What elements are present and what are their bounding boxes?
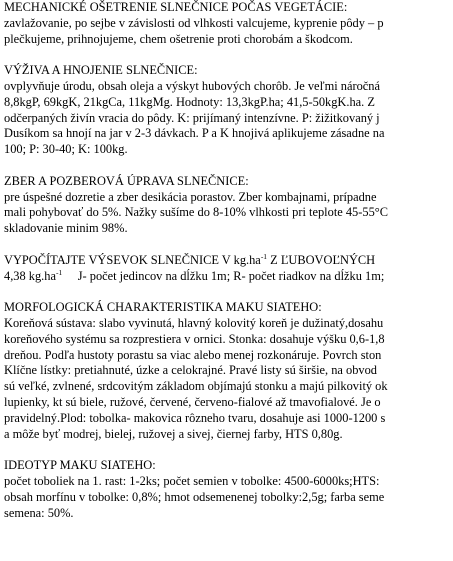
formula-line	[4, 269, 453, 285]
formula-legend: J- počet jedincov na dĺžku 1m; R- počet riadkov na dĺžku 1m;	[62, 268, 385, 283]
exponent: -1	[55, 268, 63, 277]
body-line: 8,8kgP, 69kgK, 21kgCa, 11kgMg. Hodnoty: 13,3kgP.ha; 41,5-50kgK.ha. Z	[4, 94, 375, 109]
section-poppy-morphology	[4, 300, 453, 442]
body-line: koreňového systému sa rozprestiera v ornici. Stonka: dosahuje výšku 0,6-1,8	[4, 331, 385, 346]
body-line: pre úspešné dozretie a zber desikácia porastov. Zber kombajnami, prípadne	[4, 189, 377, 204]
body-line: semena: 50%.	[4, 505, 74, 520]
body-line: Klíčne lístky: pretiahnuté, úzke a celokrajné. Pravé listy sú širšie, na obvod	[4, 363, 377, 378]
heading-text: Z ĽUBOVOĽNÝCH	[267, 252, 376, 267]
section-harvest	[4, 174, 453, 237]
body-line: plečkujeme, prihnojujeme, chem ošetrenie proti chorobám a škodcom.	[4, 31, 353, 46]
document-body	[4, 0, 453, 521]
body-line: Koreňová sústava: slabo vyvinutá, hlavný kolovitý koreň je dužinatý,dosahu	[4, 315, 384, 330]
section-poppy-ideotype	[4, 458, 453, 521]
body-line: počet toboliek na 1. rast: 1-2ks; počet semien v tobolke: 4500-6000ks;HTS:	[4, 473, 380, 488]
body-line: a môže byť modrej, bielej, ružovej a sivej, čiernej farby, HTS 0,80g.	[4, 426, 343, 441]
body-line: sú veľké, zvlnené, srdcovitým základom objímajú stonku a majú pilkovitý ok	[4, 379, 388, 394]
section-seeding-rate	[4, 253, 453, 285]
body-line: obsah morfínu v tobolke: 0,8%; hmot odsemenenej tobolky:2,5g; farba seme	[4, 489, 385, 504]
section-heading: IDEOTYP MAKU SIATEHO:	[4, 458, 156, 473]
body-line: mali pohybovať do 5%. Nažky sušíme do 8-10% vlhkosti pri teplote 45-55°C	[4, 205, 388, 220]
body-line: odčerpaných živín vracia do pôdy. K: prijímaný intenzívne. P: žižitkovaný j	[4, 110, 380, 125]
body-line: Dusíkom sa hnojí na jar v 2-3 dávkach. P a K hnojivá aplikujeme zásadne na	[4, 126, 385, 141]
body-line: skladovanie minim 98%.	[4, 221, 128, 236]
body-line: pravidelný.Plod: tobolka- makovica rôzneho tvaru, dosahuje asi 1000-1200 s	[4, 410, 386, 425]
section-heading: MECHANICKÉ OŠETRENIE SLNEČNICE POČAS VEGETÁCIE:	[4, 0, 348, 14]
section-nutrition	[4, 63, 453, 158]
body-line: dreňou. Podľa hustoty porastu sa viac alebo menej rozkonáruje. Povrch ston	[4, 347, 382, 362]
exponent: -1	[260, 252, 268, 261]
formula-value: 4,38 kg.ha	[4, 268, 56, 283]
section-heading: VÝŽIVA A HNOJENIE SLNEČNICE:	[4, 63, 198, 78]
section-heading: MORFOLOGICKÁ CHARAKTERISTIKA MAKU SIATEHO:	[4, 300, 322, 315]
section-heading: ZBER A POZBEROVÁ ÚPRAVA SLNEČNICE:	[4, 173, 249, 188]
section-heading	[4, 253, 453, 269]
section-mechanical-care	[4, 0, 453, 47]
body-line: 100; P: 30-40; K: 100kg.	[4, 142, 128, 157]
body-line: ovplyvňuje úrodu, obsah oleja a výskyt hubových chorôb. Je veľmi náročná	[4, 78, 380, 93]
heading-text: VYPOČÍTAJTE VÝSEVOK SLNEČNICE V kg.ha	[4, 252, 261, 267]
body-line: lupienky, kt sú biele, ružové, červené, červeno-fialové až tmavofialové. Je o	[4, 394, 381, 409]
body-line: zavlažovanie, po sejbe v závislosti od vlhkosti valcujeme, kyprenie pôdy – p	[4, 15, 384, 30]
